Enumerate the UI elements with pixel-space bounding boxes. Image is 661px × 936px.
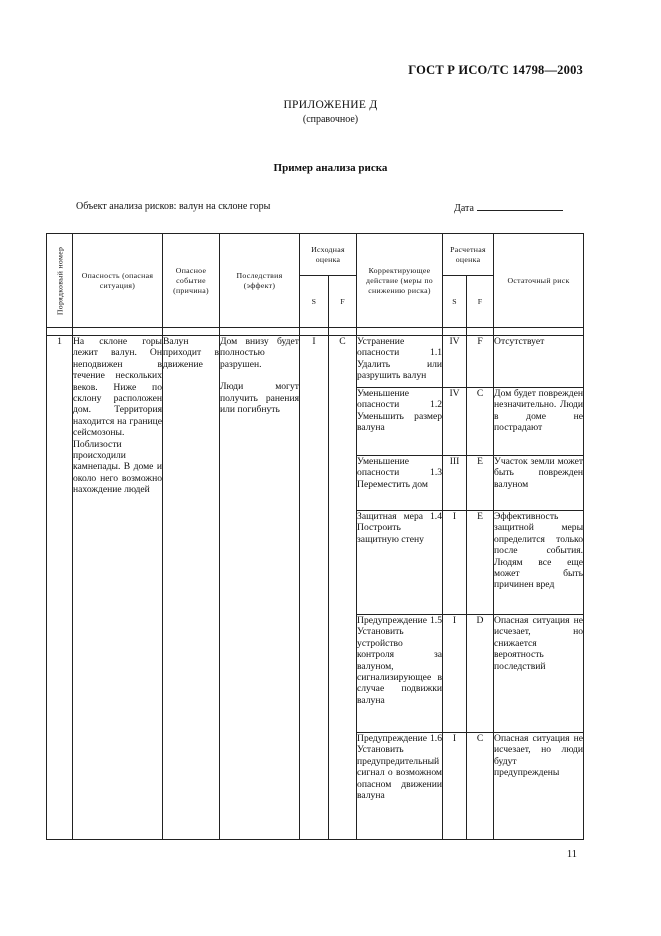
residual-risk: Опасная ситуация не исчезает, но люди будут предупреждены (494, 733, 584, 840)
header-calc-f: F (467, 276, 494, 328)
calc-frequency: E (467, 456, 494, 511)
header-number: Порядковый номер (47, 234, 73, 328)
date-blank-line (477, 201, 563, 211)
analysis-object: Объект анализа рисков: валун на склоне горы (76, 201, 271, 212)
header-initial-s: S (300, 276, 329, 328)
date-field (454, 201, 563, 214)
header-consequence: Последствия (эффект) (220, 234, 300, 328)
hazardous-event: Валун приходит в движение (163, 336, 220, 840)
hazard-description: На склоне горы лежит валун. Он неподвижен в течение нескольких веков. Ниже по склону расположен дом. Территория находится на границе сейсмозоны. Поблизости происходили камнепады. В доме и около него возможно нахождение людей (73, 336, 163, 840)
calc-severity: IV (443, 336, 467, 388)
row-number: 1 (47, 336, 73, 840)
corrective-action: Устранение опасности 1.1 Удалить или разрушить валун (357, 336, 443, 388)
standard-designation: ГОСТ Р ИСО/ТС 14798—2003 (408, 63, 583, 77)
header-corrective: Корректирующее действие (меры по снижению риска) (357, 234, 443, 328)
calc-severity: I (443, 511, 467, 615)
date-label: Дата (454, 203, 474, 214)
residual-risk: Опасная ситуация не исчезает, но снижается вероятность последствий (494, 615, 584, 733)
calc-frequency: C (467, 388, 494, 456)
corrective-action: Уменьшение опасности 1.3 Переместить дом (357, 456, 443, 511)
appendix-subtitle: (справочное) (302, 114, 359, 125)
residual-risk: Дом будет поврежден незначительно. Люди в доме не пострадают (494, 388, 584, 456)
calc-frequency: F (467, 336, 494, 388)
appendix-title: ПРИЛОЖЕНИЕ Д (283, 99, 378, 111)
initial-frequency: C (329, 336, 357, 840)
calc-frequency: C (467, 733, 494, 840)
residual-risk: Эффективность защитной меры определится только после события. Людям все еще может быть причинен вред (494, 511, 584, 615)
header-calculated: Расчетная оценка (443, 234, 494, 276)
corrective-action: Предупреждение 1.6 Установить предупредительный сигнал о возможном опасном движении валуна (357, 733, 443, 840)
header-residual: Остаточный риск (494, 234, 584, 328)
calc-frequency: E (467, 511, 494, 615)
header-event: Опасное событие (причина) (163, 234, 220, 328)
header-hazard: Опасность (опасная ситуация) (73, 234, 163, 328)
calc-severity: IV (443, 388, 467, 456)
calc-severity: I (443, 615, 467, 733)
residual-risk: Участок земли может быть поврежден валуном (494, 456, 584, 511)
consequences: Дом внизу будет полностью разрушен. Люди могут получить ранения или погибнуть (220, 336, 300, 840)
example-title: Пример анализа риска (273, 162, 388, 174)
risk-analysis-table (46, 233, 584, 840)
header-initial: Исходная оценка (300, 234, 357, 276)
corrective-action: Защитная мера 1.4 Построить защитную стену (357, 511, 443, 615)
page-number: 11 (566, 849, 577, 860)
calc-severity: I (443, 733, 467, 840)
corrective-action: Уменьшение опасности 1.2 Уменьшить размер валуна (357, 388, 443, 456)
header-initial-f: F (329, 276, 357, 328)
corrective-action: Предупреждение 1.5 Установить устройство контроля за валуном, сигнализирующее в случае подвижки валуна (357, 615, 443, 733)
header-calc-s: S (443, 276, 467, 328)
initial-severity: I (300, 336, 329, 840)
calc-severity: III (443, 456, 467, 511)
calc-frequency: D (467, 615, 494, 733)
residual-risk: Отсутствует (494, 336, 584, 388)
